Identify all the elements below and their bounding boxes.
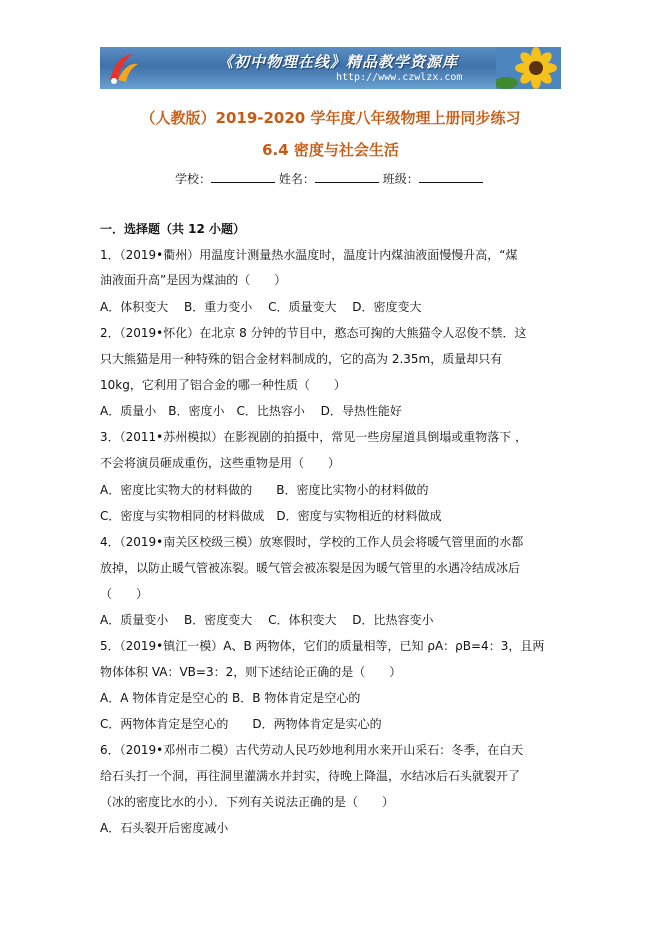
question-line: 6．（2019•邓州市二模）古代劳动人民巧妙地利用水来开山采石：冬季，在白天 (100, 743, 524, 757)
school-label: 学校： (175, 172, 212, 186)
banner-url: http://www.czwlzx.com (336, 72, 463, 83)
question-line: 物体体积 VA：VB=3：2，则下述结论正确的是（ ） (100, 665, 402, 679)
document-title: （人教版）2019-2020 学年度八年级物理上册同步练习 (140, 109, 521, 127)
question-line: 5．（2019•镇江一模）A、B 两物体，它们的质量相等，已知 ρA：ρB=4：3，且两 (100, 639, 545, 653)
name-label: 姓名： (278, 172, 315, 186)
question-line: 10kg，它利用了铝合金的哪一种性质（ ） (100, 378, 346, 392)
section-heading: 一．选择题（共 12 小题） (100, 222, 246, 236)
banner-title: 《初中物理在线》精品教学资源库 (218, 53, 459, 71)
question-line: 3．（2011•苏州模拟）在影视剧的拍摄中，常见一些房屋道具倒塌或重物落下 ， (100, 430, 528, 444)
school-blank (211, 170, 275, 183)
student-info-row (175, 170, 483, 187)
option-line: A．A 物体肯定是空心的 B．B 物体肯定是空心的 (100, 691, 361, 705)
class-blank (419, 170, 483, 183)
header-banner (100, 47, 561, 89)
question-line: 给石头打一个洞，再往洞里灌满水并封实，待晚上降温，水结冰后石头就裂开了 (100, 769, 521, 783)
class-label: 班级： (382, 172, 419, 186)
question-line: 4．（2019•南关区校级三模）放寒假时，学校的工作人员会将暖气管里面的水都 (100, 535, 524, 549)
question-line: 只大熊猫是用一种特殊的铝合金材料制成的，它的高为 2.35m，质量却只有 (100, 352, 503, 366)
lesson-title: 6.4 密度与社会生活 (262, 141, 399, 159)
option-line: A．质量变小 B．密度变大 C．体积变大 D．比热容变小 (100, 613, 434, 627)
name-blank (315, 170, 379, 183)
question-line: 1．（2019•衢州）用温度计测量热水温度时，温度计内煤油液面慢慢升高，“煤 (100, 248, 518, 262)
question-line: （冰的密度比水的小）．下列有关说法正确的是（ ） (100, 795, 395, 809)
option-line: A．质量小 B．密度小 C．比热容小 D．导热性能好 (100, 404, 402, 418)
question-line: 不会将演员砸成重伤，这些重物是用（ ） (100, 456, 341, 470)
option-line: A．石头裂开后密度减小 (100, 821, 229, 835)
question-line: 放掉，以防止暖气管被冻裂。暖气管会被冻裂是因为暖气管里的水遇冷结成冰后 (100, 561, 521, 575)
option-line: A．体积变大 B．重力变小 C．质量变大 D．密度变大 (100, 300, 422, 314)
option-line: A．密度比实物大的材料做的 B．密度比实物小的材料做的 (100, 483, 429, 497)
sunflower-icon (496, 47, 561, 89)
option-line: C．密度与实物相同的材料做成 D．密度与实物相近的材料做成 (100, 509, 442, 523)
question-line: 2．（2019•怀化）在北京 8 分钟的节目中，憨态可掬的大熊猫令人忍俊不禁．这 (100, 326, 527, 340)
option-line: C．两物体肯定是空心的 D．两物体肯定是实心的 (100, 717, 382, 731)
logo-icon (106, 50, 140, 86)
question-line: （ ） (100, 587, 149, 601)
question-line: 油液面升高”是因为煤油的（ ） (100, 273, 287, 287)
